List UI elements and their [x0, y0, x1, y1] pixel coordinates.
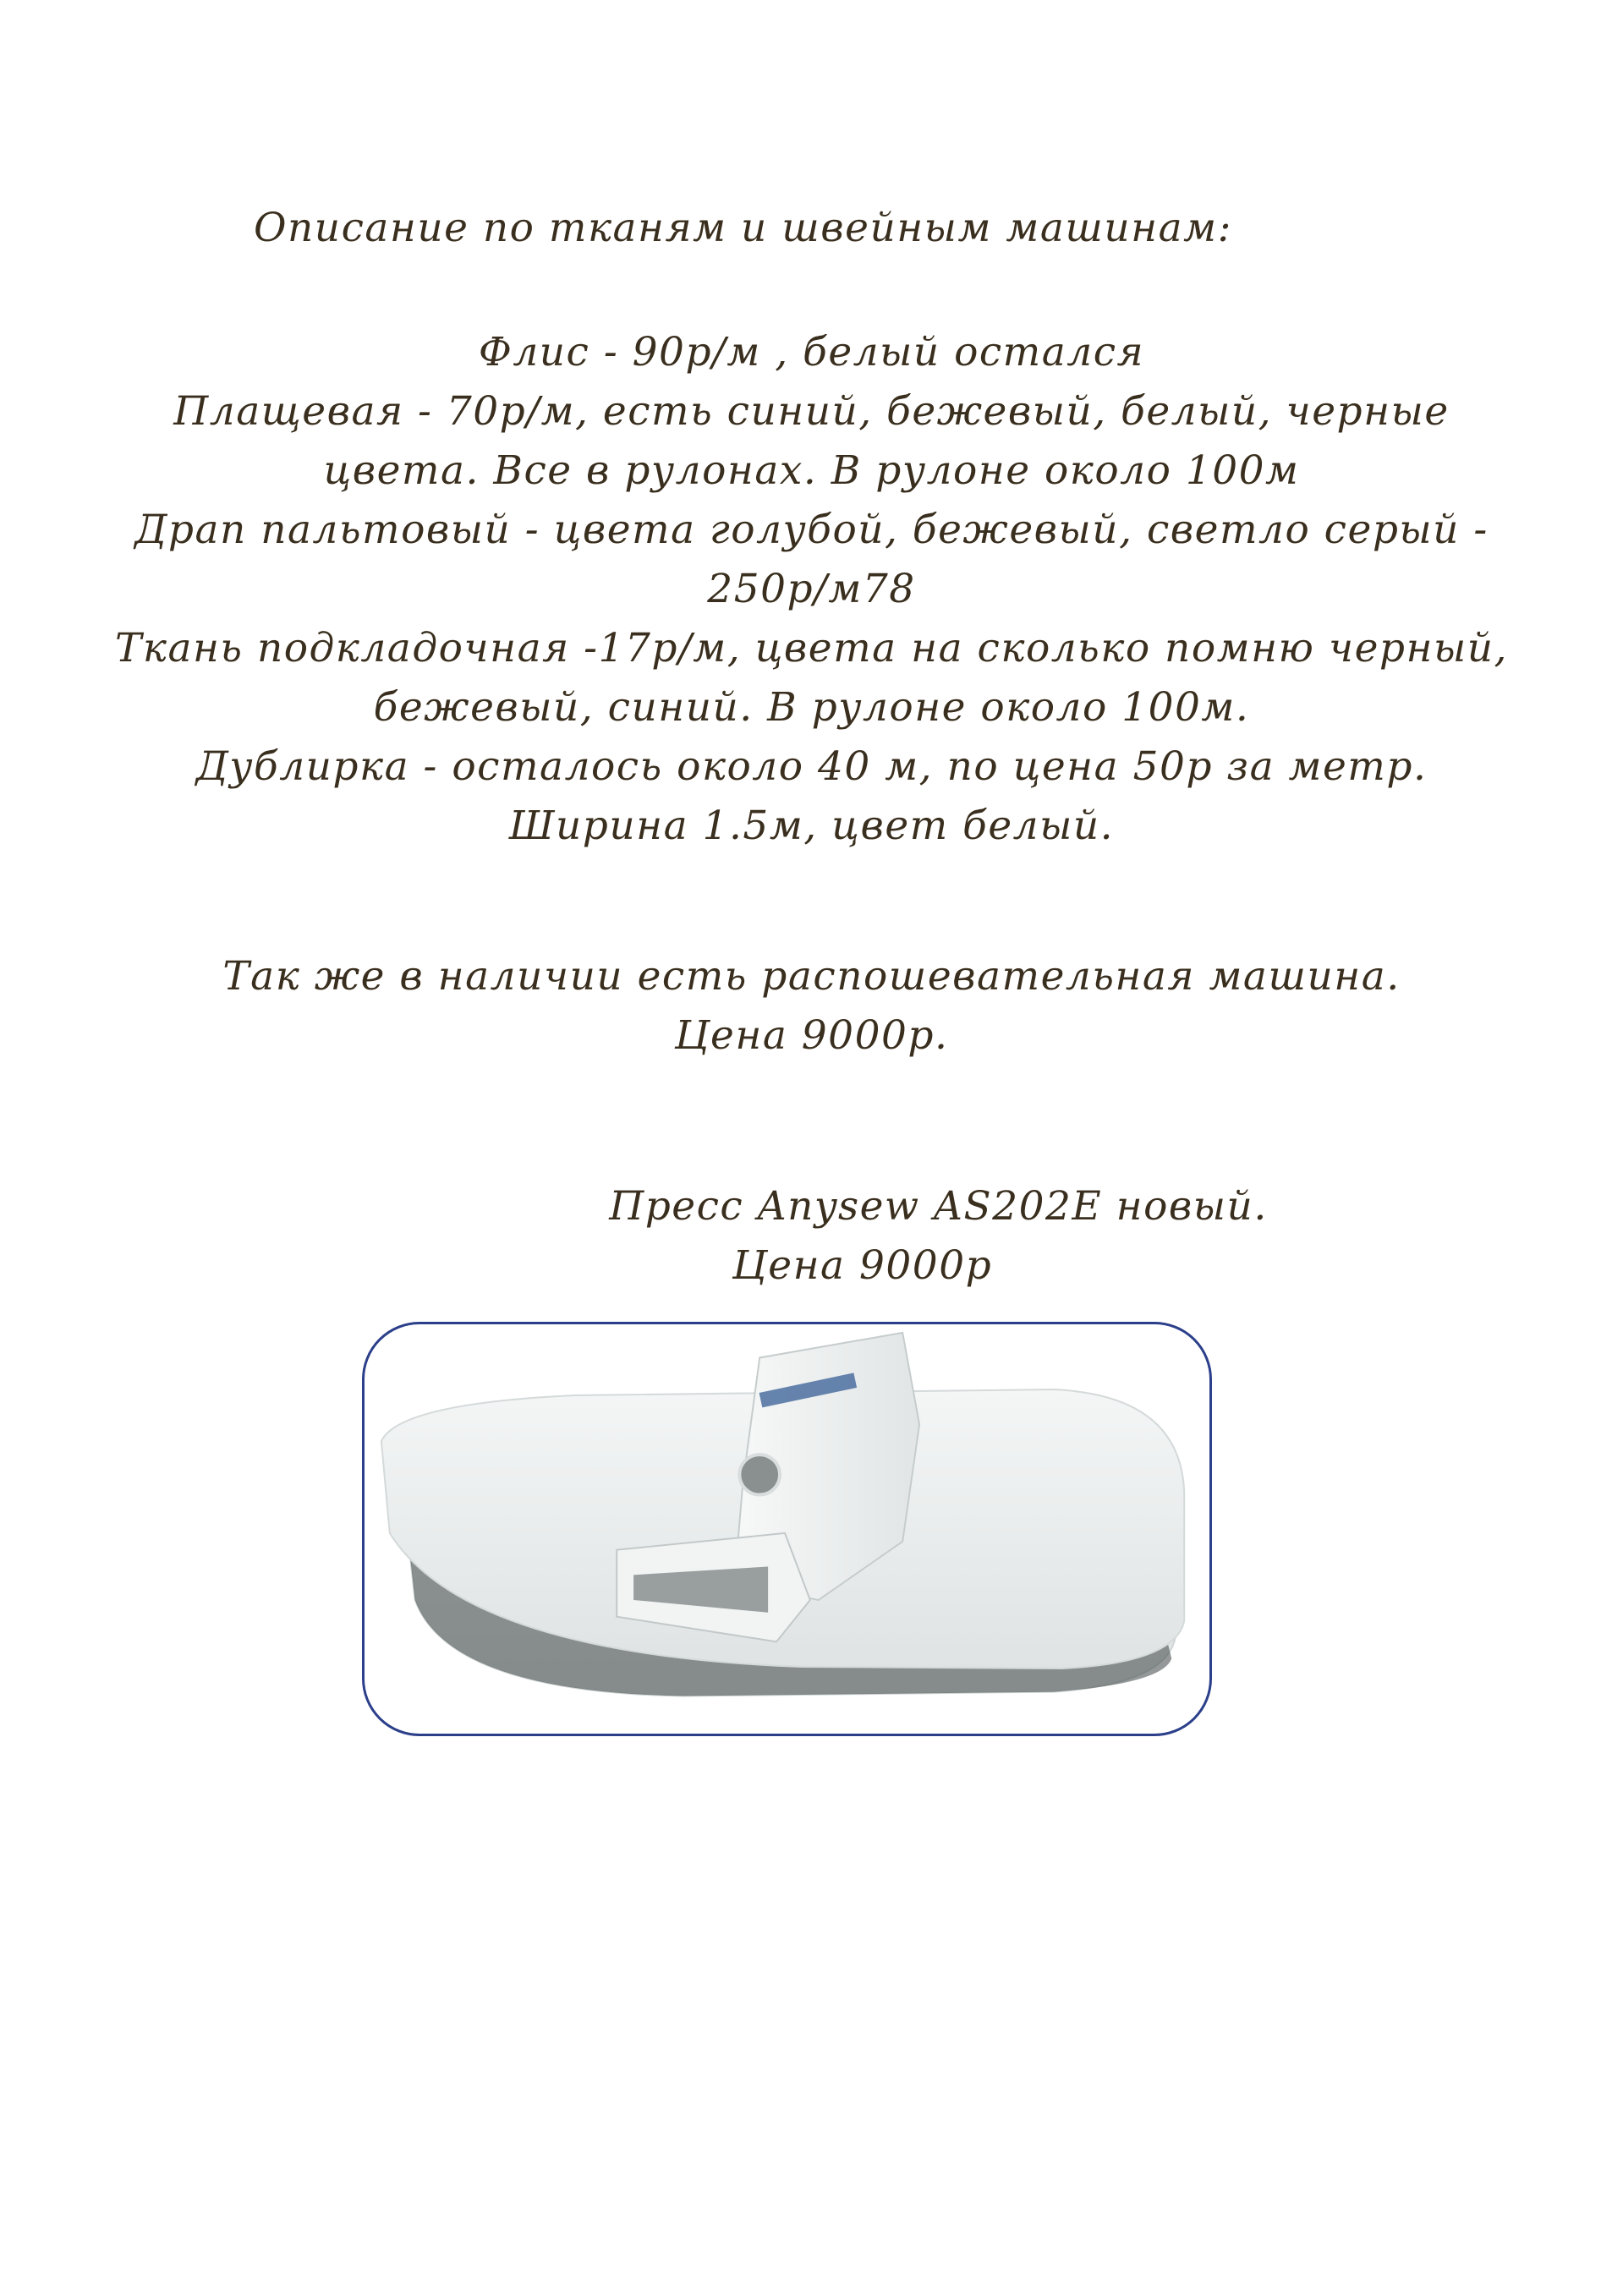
machine-line: Так же в наличии есть распошевательная машина.: [222, 953, 1401, 1000]
fabric-line-interlining: Дублирка - осталось около 40 м, по цена 50р за метр.: [195, 743, 1428, 790]
steam-press-image: [365, 1324, 1209, 1734]
steam-press-photo: [362, 1322, 1212, 1736]
fabric-line-drape-price: 250р/м78: [707, 566, 916, 612]
machine-price: Цена 9000р.: [674, 1012, 949, 1059]
fabric-line-drape: Драп пальтовый - цвета голубой, бежевый, светло серый -: [134, 507, 1489, 553]
fabric-line-lining-cont: бежевый, синий. В рулоне около 100м.: [373, 684, 1250, 731]
fabric-line-raincoat-cont: цвета. Все в рулонах. В рулоне около 100м: [323, 447, 1300, 494]
page-heading: Описание по тканям и швейным машинам:: [254, 205, 1232, 251]
fabric-line-interlining-width: Ширина 1.5м, цвет белый.: [508, 803, 1115, 849]
fabric-line-fleece: Флис - 90р/м , белый остался: [478, 329, 1145, 375]
fabric-line-lining: Ткань подкладочная -17р/м, цвета на сколько помню черный,: [115, 625, 1508, 671]
press-line: Пресс Anysew AS202E новый.: [609, 1183, 1268, 1230]
press-price: Цена 9000р: [732, 1242, 993, 1289]
fabric-line-raincoat: Плащевая - 70р/м, есть синий, бежевый, белый, черные: [173, 388, 1450, 435]
